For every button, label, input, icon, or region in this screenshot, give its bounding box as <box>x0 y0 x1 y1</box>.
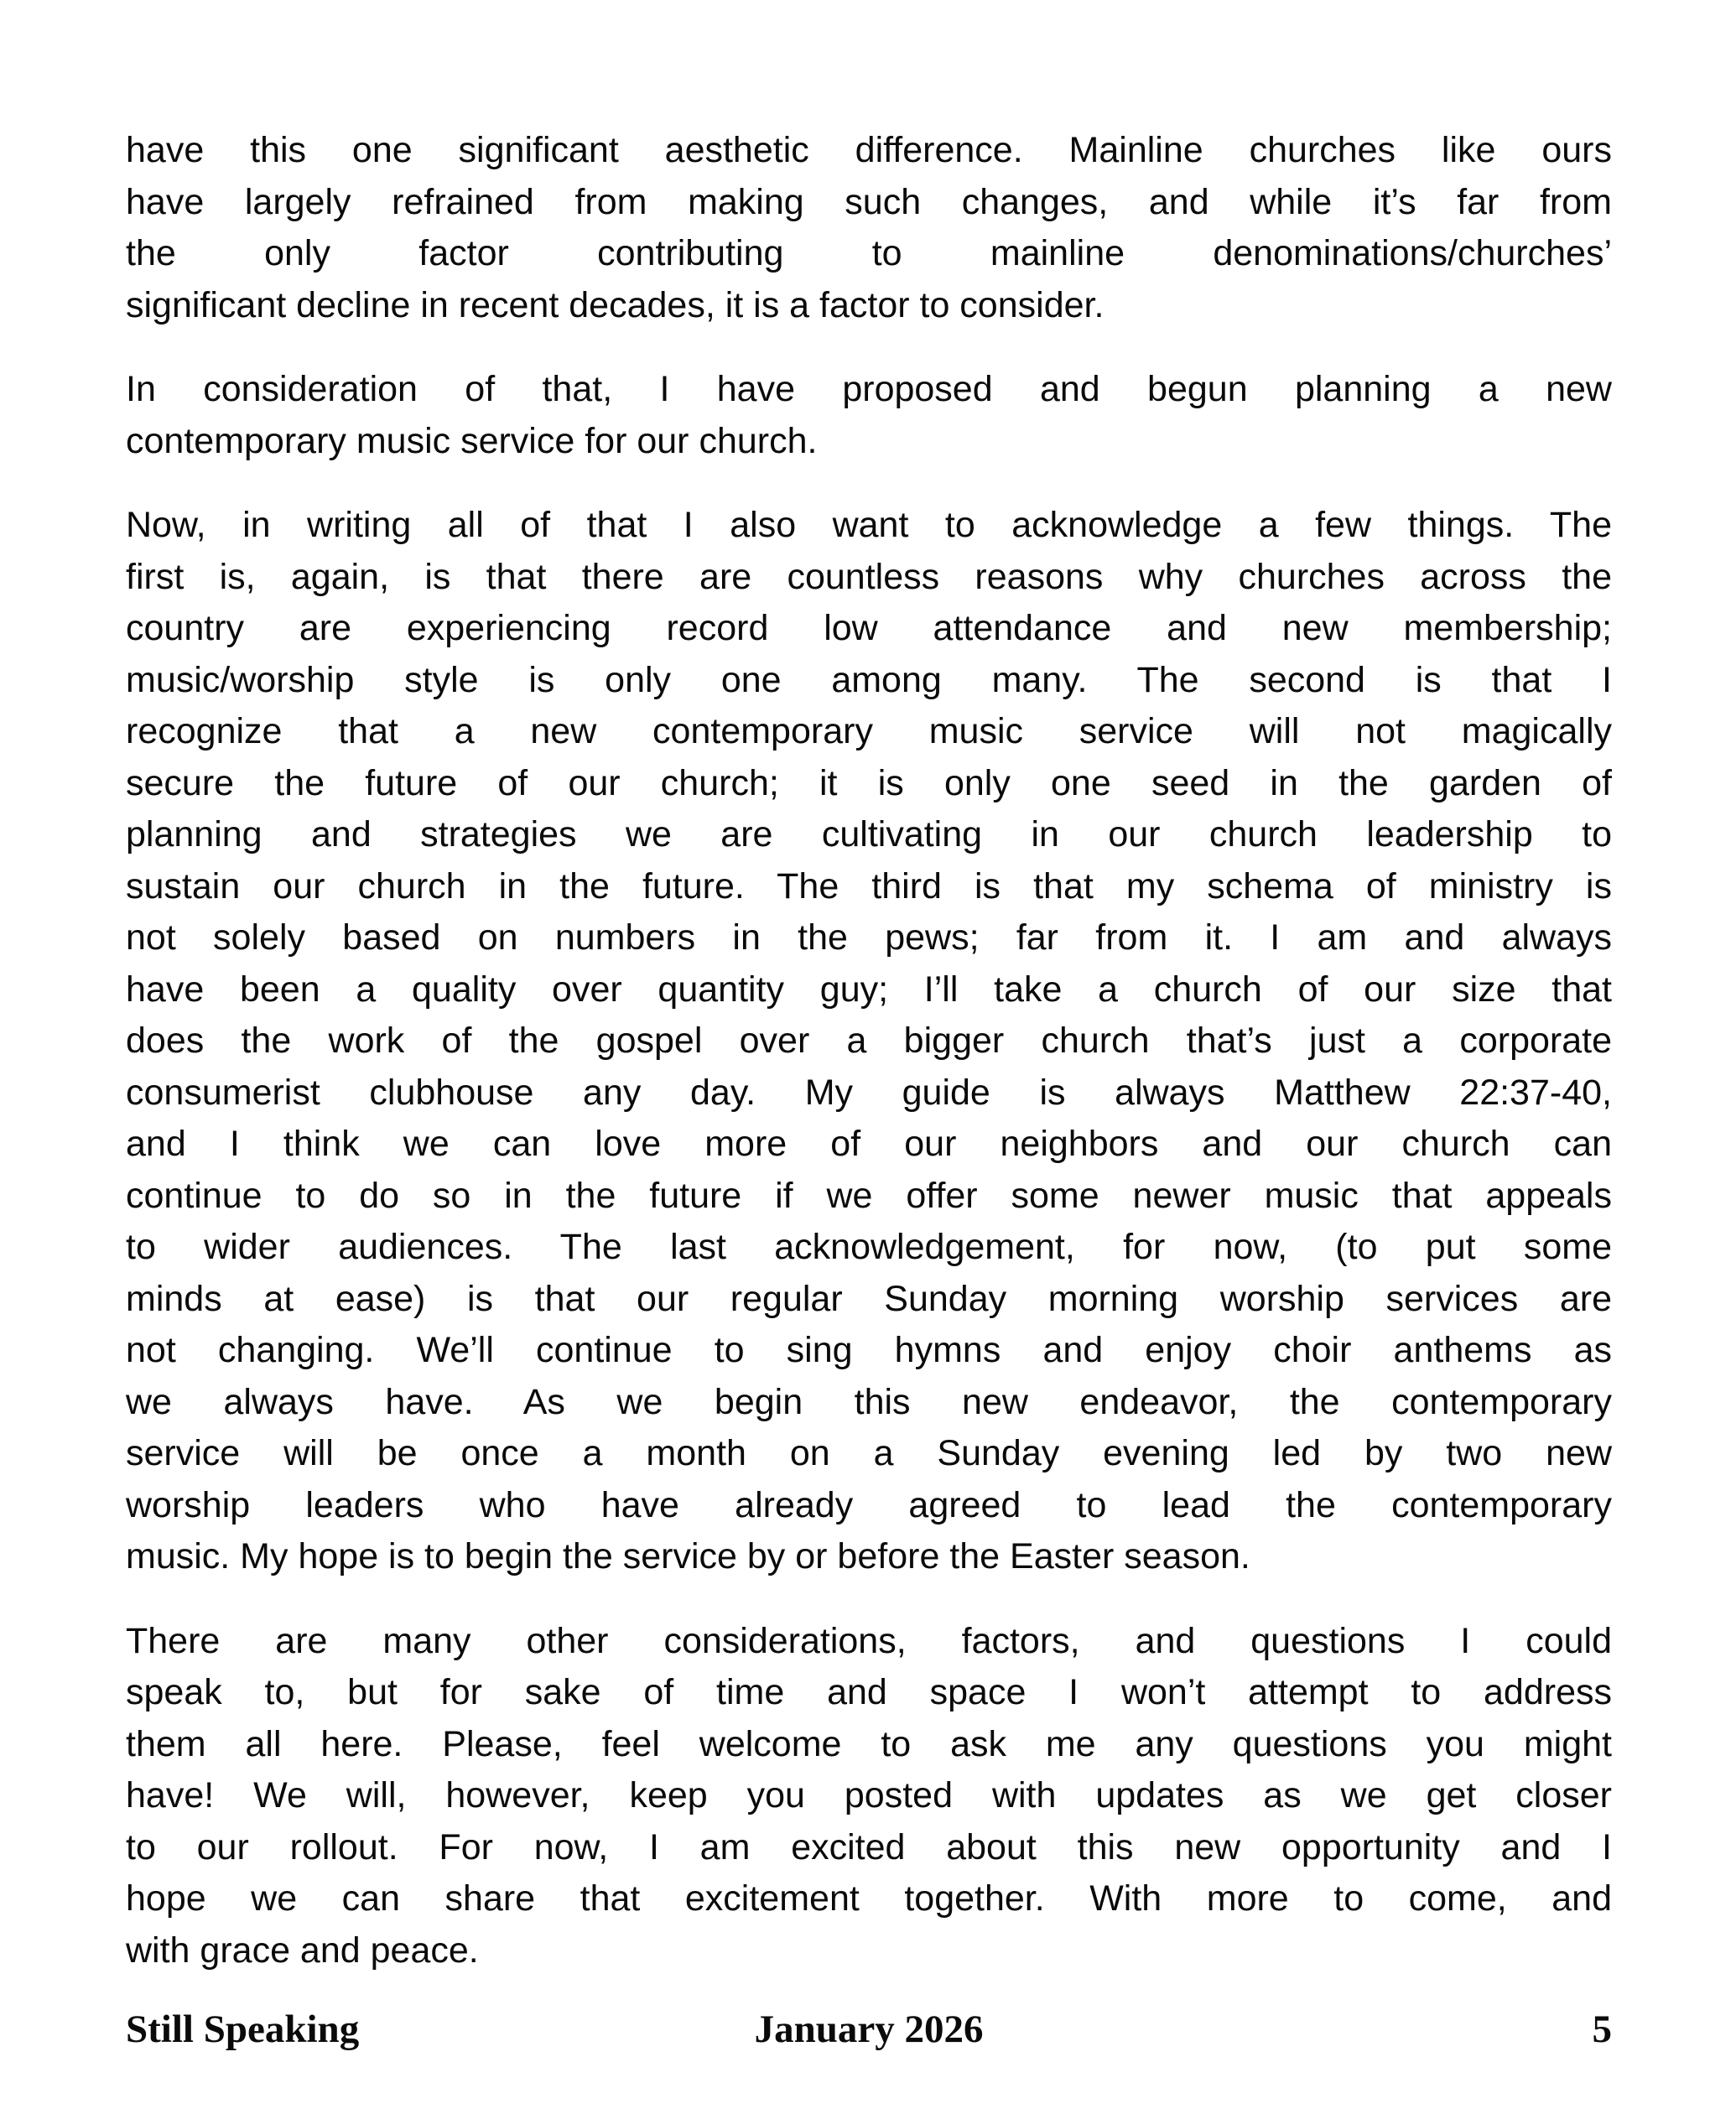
text-line: Now, in writing all of that I also want to acknowledge a few things. The <box>126 505 1612 545</box>
text-line: service will be once a month on a Sunday evening led by two new <box>126 1433 1612 1473</box>
text-line: not changing. We’ll continue to sing hymns and enjoy choir anthems as <box>126 1330 1612 1370</box>
text-line: There are many other considerations, factors, and questions I could <box>126 1620 1612 1661</box>
text-line: minds at ease) is that our regular Sunday morning worship services are <box>126 1278 1612 1319</box>
footer-issue-date: January 2026 <box>754 2008 984 2051</box>
text-line: hope we can share that excitement together. With more to come, and <box>126 1878 1612 1919</box>
text-line: does the work of the gospel over a bigger church that’s just a corporate <box>126 1021 1612 1061</box>
article-body <box>126 125 1612 1976</box>
text-line: worship leaders who have already agreed to lead the contemporary <box>126 1484 1612 1525</box>
page-footer <box>126 2007 1612 2052</box>
text-line: consumerist clubhouse any day. My guide is always Matthew 22:37-40, <box>126 1072 1612 1113</box>
text-line: contemporary music service for our church. <box>126 420 818 461</box>
text-line: secure the future of our church; it is only one seed in the garden of <box>126 762 1612 803</box>
footer-publication-title: Still Speaking <box>126 2008 360 2051</box>
text-line: country are experiencing record low attendance and new membership; <box>126 608 1612 648</box>
text-line: them all here. Please, feel welcome to ask me any questions you might <box>126 1723 1612 1764</box>
text-line: recognize that a new contemporary music service will not magically <box>126 711 1612 751</box>
text-line: and I think we can love more of our neighbors and our church can <box>126 1124 1612 1164</box>
text-line: we always have. As we begin this new endeavor, the contemporary <box>126 1381 1612 1422</box>
paragraph <box>126 500 1612 1583</box>
text-line: planning and strategies we are cultivating in our church leadership to <box>126 814 1612 854</box>
footer-page-number: 5 <box>1592 2008 1613 2051</box>
paragraph <box>126 1616 1612 1977</box>
text-line: significant decline in recent decades, it is a factor to consider. <box>126 284 1104 325</box>
text-line: with grace and peace. <box>126 1930 479 1971</box>
text-line: not solely based on numbers in the pews; far from it. I am and always <box>126 917 1612 958</box>
text-line: to wider audiences. The last acknowledgement, for now, (to put some <box>126 1227 1612 1267</box>
text-line: to our rollout. For now, I am excited about this new opportunity and I <box>126 1826 1612 1867</box>
text-line: In consideration of that, I have proposed and begun planning a new <box>126 369 1612 409</box>
text-line: have this one significant aesthetic difference. Mainline churches like ours <box>126 130 1612 170</box>
text-line: first is, again, is that there are countless reasons why churches across the <box>126 556 1612 597</box>
text-line: music. My hope is to begin the service by or before the Easter season. <box>126 1536 1250 1576</box>
text-line: have largely refrained from making such changes, and while it’s far from <box>126 181 1612 222</box>
paragraph <box>126 364 1612 467</box>
text-line: music/worship style is only one among many. The second is that I <box>126 659 1612 700</box>
text-line: continue to do so in the future if we offer some newer music that appeals <box>126 1175 1612 1216</box>
paragraph <box>126 125 1612 331</box>
text-line: have! We will, however, keep you posted with updates as we get closer <box>126 1775 1612 1815</box>
text-line: sustain our church in the future. The third is that my schema of ministry is <box>126 865 1612 906</box>
text-line: the only factor contributing to mainline denominations/churches’ <box>126 233 1612 273</box>
text-line: speak to, but for sake of time and space I won’t attempt to address <box>126 1672 1612 1712</box>
text-line: have been a quality over quantity guy; I’ll take a church of our size that <box>126 969 1612 1010</box>
